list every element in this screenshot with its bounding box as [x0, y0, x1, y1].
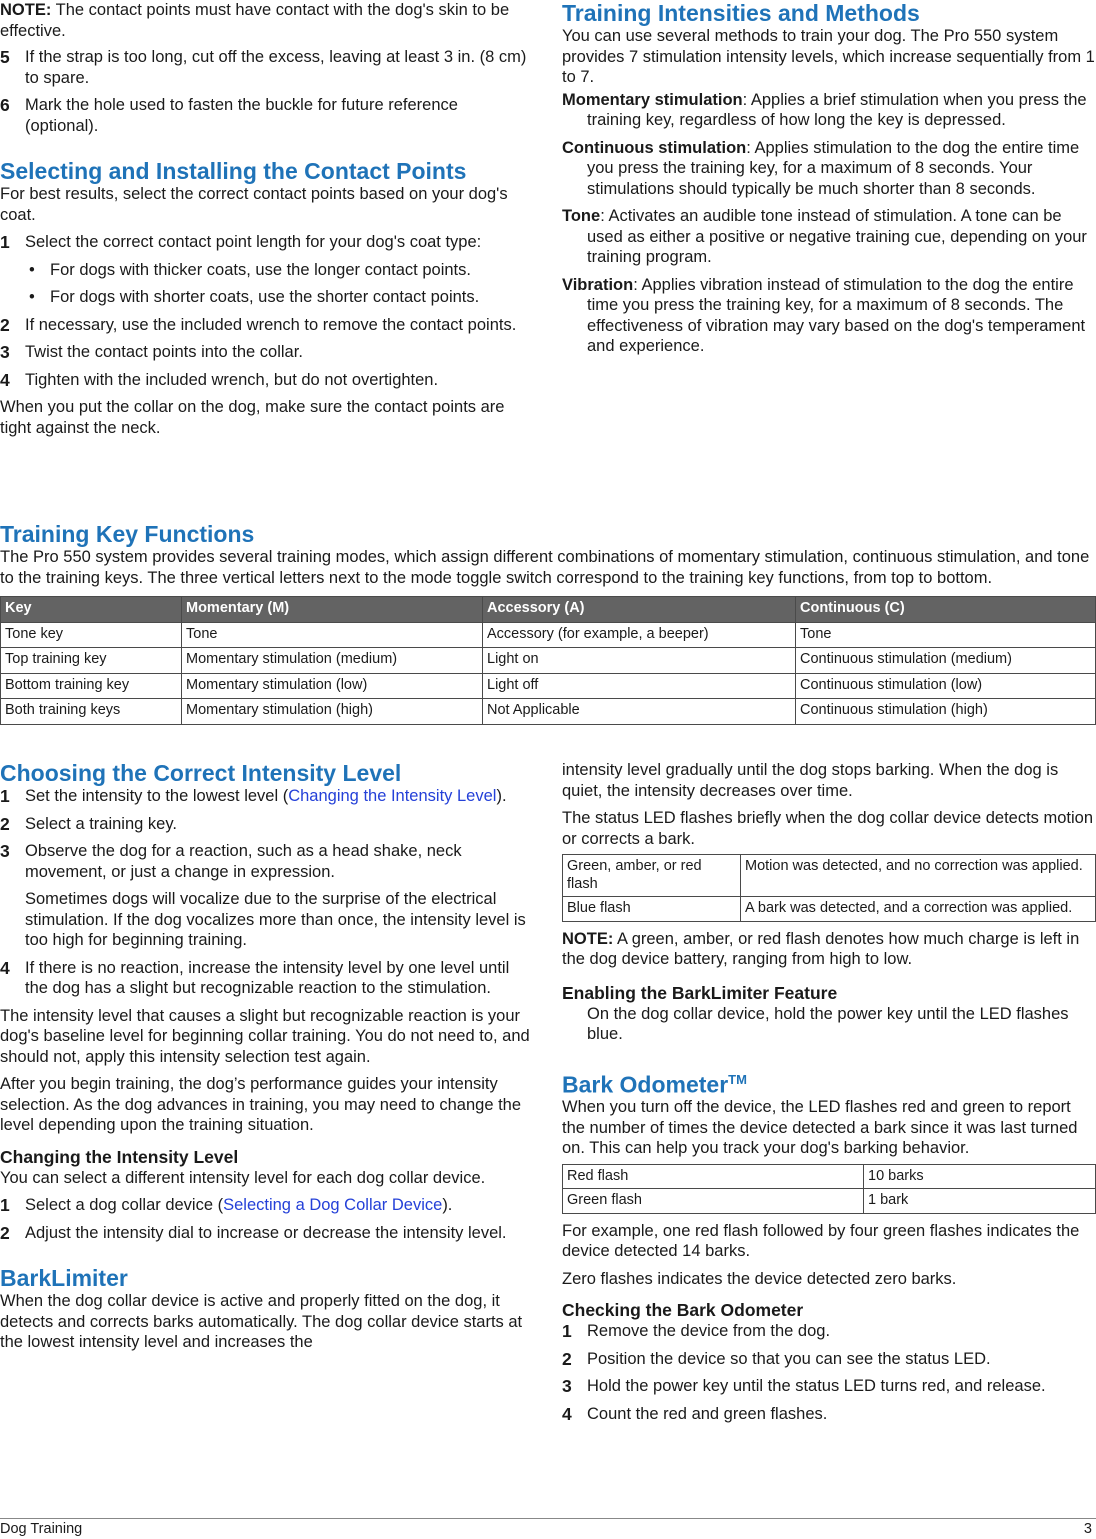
barklimiter-text: When the dog collar device is active and properly fitted on the dog, it detects and corrects barks automatically. The dog collar device starts at the lowest intensity level and increases the	[0, 1292, 523, 1351]
step-item	[0, 315, 532, 336]
table-cell: Green flash	[563, 1189, 864, 1214]
section-heading-training-keys: Training Key Functions	[0, 521, 255, 547]
footer-divider	[0, 1518, 1096, 1519]
step-number: 5	[0, 47, 10, 67]
table-cell: 10 barks	[864, 1164, 1096, 1189]
step-item	[0, 95, 532, 136]
section-heading-bark-odometer	[562, 1067, 1096, 1098]
step-text: Mark the hole used to fasten the buckle for future reference (optional).	[25, 96, 458, 135]
odometer-title: Bark Odometer	[562, 1071, 729, 1098]
term-desc: : Applies stimulation to the dog the entire time you press the training key, for a maximum of 8 seconds. Your stimulations should typically be much shorter than 8 seconds.	[587, 138, 1080, 198]
table-cell: Top training key	[1, 648, 182, 674]
example-paragraph: For example, one red flash followed by four green flashes indicates the device detected 14 barks.	[562, 1221, 1080, 1261]
step-item	[0, 232, 532, 253]
step-item	[0, 786, 532, 807]
led-paragraph: The status LED flashes briefly when the dog collar device detects motion or corrects a bark.	[562, 809, 1094, 848]
step-item	[562, 1404, 1096, 1425]
term-label: Vibration	[562, 275, 634, 294]
table-row	[1, 622, 1096, 648]
step-text-post: ).	[442, 1196, 453, 1214]
step-text-post: ).	[496, 787, 507, 805]
table-cell: Momentary stimulation (high)	[182, 699, 483, 725]
top-left-column	[0, 0, 532, 445]
step-item	[0, 958, 532, 999]
note-text: The contact points must have contact with the dog's skin to be effective.	[0, 1, 510, 40]
bullet-text: For dogs with shorter coats, use the shorter contact points.	[50, 288, 480, 306]
table-cell: Tone	[182, 622, 483, 648]
step-number: 6	[0, 95, 10, 115]
step-text-pre: Set the intensity to the lowest level (	[25, 787, 289, 805]
table-header-row	[1, 597, 1096, 623]
step-subtext: Sometimes dogs will vocalize due to the surprise of the electrical stimulation. If the dog vocalizes more than once, the intensity level is too high for beginning training.	[25, 890, 526, 949]
table-row	[1, 648, 1096, 674]
term-label: Momentary stimulation	[562, 90, 743, 109]
step-text: Observe the dog for a reaction, such as a head shake, neck movement, or just a change in expression.	[25, 842, 462, 881]
step-text: Twist the contact points into the collar.	[25, 343, 303, 361]
term-item	[562, 206, 1096, 268]
bark-odometer-text: When you turn off the device, the LED flashes red and green to report the number of times the device detected a bark since it was last turned on. This can help you track your dog's barking behavior.	[562, 1098, 1078, 1158]
footer-section-title: Dog Training	[0, 1521, 83, 1537]
trademark-mark: TM	[728, 1071, 747, 1087]
table-row	[563, 1164, 1096, 1189]
table-cell: Not Applicable	[483, 699, 796, 725]
contact-note	[0, 0, 532, 41]
led-table	[562, 854, 1096, 922]
term-item	[562, 138, 1096, 200]
step-text: Remove the device from the dog.	[587, 1322, 831, 1341]
table-cell: Bottom training key	[1, 673, 182, 699]
table-cell: Both training keys	[1, 699, 182, 725]
bullet-icon: •	[29, 288, 35, 306]
step-text: If the strap is too long, cut off the excess, leaving at least 3 in. (8 cm) to spare.	[25, 48, 527, 87]
step-text: Select a training key.	[25, 814, 177, 833]
table-cell: Tone key	[1, 622, 182, 648]
sub-heading-checking-odometer: Checking the Bark Odometer	[562, 1300, 804, 1321]
step-number: 4	[0, 957, 10, 978]
contact-points-outro: When you put the collar on the dog, make sure the contact points are tight against the neck.	[0, 398, 505, 437]
top-right-column	[562, 0, 1096, 364]
baseline-paragraph: The intensity level that causes a slight but recognizable reaction is your dog's baseline level for beginning collar training. You do not need to, and should not, apply this intensity selection test again.	[0, 1006, 530, 1066]
bullet-text: For dogs with thicker coats, use the longer contact points.	[50, 260, 471, 279]
link-changing-intensity[interactable]: Changing the Intensity Level	[288, 787, 497, 805]
step-number: 2	[0, 813, 10, 834]
note-label: NOTE:	[0, 1, 52, 19]
table-cell: Continuous stimulation (low)	[796, 673, 1096, 699]
bottom-right-column	[562, 760, 1096, 1431]
enabling-barklimiter-text: On the dog collar device, hold the power key until the LED flashes blue.	[587, 1004, 1069, 1043]
table-row	[1, 699, 1096, 725]
step-text: Hold the power key until the status LED turns red, and release.	[587, 1377, 1046, 1396]
table-header-cell: Continuous (C)	[796, 597, 1096, 623]
step-item	[0, 841, 532, 951]
performance-paragraph: After you begin training, the dog’s performance guides your intensity selection. As the dog advances in training, you may need to change the level depending upon the training situation.	[0, 1075, 522, 1134]
step-text-pre: Select a dog collar device (	[25, 1196, 224, 1214]
step-item	[0, 47, 532, 88]
section-heading-choosing-intensity: Choosing the Correct Intensity Level	[0, 760, 402, 786]
step-number: 4	[562, 1403, 572, 1424]
table-header-cell: Momentary (M)	[182, 597, 483, 623]
table-cell: A bark was detected, and a correction was applied.	[741, 897, 1096, 922]
contact-points-intro: For best results, select the correct contact points based on your dog's coat.	[0, 185, 508, 224]
odometer-table	[562, 1164, 1096, 1214]
step-item	[562, 1349, 1096, 1370]
bullet-icon: •	[29, 260, 35, 279]
step-text: Tighten with the included wrench, but do not overtighten.	[25, 370, 439, 389]
battery-note	[562, 929, 1096, 970]
note-label: NOTE:	[562, 929, 614, 948]
step-item	[0, 1195, 532, 1216]
term-desc: : Activates an audible tone instead of stimulation. A tone can be used as either a positive or negative training cue, depending on your training program.	[587, 207, 1087, 266]
table-cell: Tone	[796, 622, 1096, 648]
table-cell: Red flash	[563, 1164, 864, 1189]
table-cell: Momentary stimulation (low)	[182, 673, 483, 699]
footer-page-number: 3	[1083, 1521, 1092, 1537]
section-heading-training-intensities: Training Intensities and Methods	[562, 0, 920, 26]
step-text: Adjust the intensity dial to increase or decrease the intensity level.	[25, 1223, 507, 1242]
section-heading-contact-points: Selecting and Installing the Contact Points	[0, 158, 467, 184]
step-item	[0, 342, 532, 363]
table-cell: Green, amber, or red flash	[563, 855, 741, 897]
sub-heading-enabling-barklimiter: Enabling the BarkLimiter Feature	[562, 982, 838, 1003]
step-text: If necessary, use the included wrench to remove the contact points.	[25, 315, 517, 334]
zero-flashes-paragraph: Zero flashes indicates the device detected zero barks.	[562, 1269, 957, 1288]
step-number: 2	[562, 1348, 572, 1369]
training-keys-intro: The Pro 550 system provides several training modes, which assign different combinations of momentary stimulation, continuous stimulation, and tone to the training keys. The three vertical letters next to the mode toggle switch correspond to the training key functions, from top to bottom.	[0, 548, 1090, 587]
term-item	[562, 275, 1096, 357]
term-label: Continuous stimulation	[562, 138, 747, 157]
table-row	[1, 673, 1096, 699]
step-text: If there is no reaction, increase the intensity level by one level until the dog has a slight but recognizable reaction to the stimulation.	[25, 958, 510, 997]
table-cell: 1 bark	[864, 1189, 1096, 1214]
section-heading-barklimiter: BarkLimiter	[0, 1265, 128, 1291]
bullet-item	[0, 260, 532, 281]
step-number: 1	[0, 1195, 10, 1215]
term-item	[562, 90, 1096, 131]
table-row	[563, 855, 1096, 897]
link-selecting-collar[interactable]: Selecting a Dog Collar Device	[223, 1196, 443, 1214]
step-item	[0, 370, 532, 391]
training-intensities-intro: You can use several methods to train your dog. The Pro 550 system provides 7 stimulation intensity levels, which increase sequentially from 1 to 7.	[562, 27, 1095, 86]
step-text: Select the correct contact point length for your dog's coat type:	[25, 233, 482, 251]
step-item	[0, 814, 532, 835]
table-header-cell: Accessory (A)	[483, 597, 796, 623]
barklimiter-continued: intensity level gradually until the dog stops barking. When the dog is quiet, the intensity decreases over time.	[562, 761, 1059, 800]
table-row	[563, 1189, 1096, 1214]
sub-heading-changing-intensity: Changing the Intensity Level	[0, 1146, 239, 1167]
step-number: 4	[0, 369, 10, 390]
term-desc: : Applies a brief stimulation when you press the training key, regardless of how long the key is depressed.	[587, 90, 1087, 129]
step-text: Count the red and green flashes.	[587, 1404, 828, 1423]
table-header-cell: Key	[1, 597, 182, 623]
step-number: 2	[0, 314, 10, 335]
changing-intensity-intro: You can select a different intensity level for each dog collar device.	[0, 1168, 486, 1187]
step-item	[562, 1321, 1096, 1342]
bullet-item	[0, 287, 532, 308]
step-item	[0, 1223, 532, 1244]
step-number: 1	[0, 786, 10, 806]
term-desc: : Applies vibration instead of stimulation to the dog the entire time you press the training key, for a maximum of 8 seconds. The effectiveness of vibration may vary based on the dog's temperament and experience.	[587, 275, 1086, 355]
step-number: 3	[562, 1376, 572, 1397]
training-key-functions-section	[0, 521, 1096, 725]
bottom-left-column	[0, 760, 532, 1360]
table-cell: Blue flash	[563, 897, 741, 922]
step-number: 3	[0, 342, 10, 362]
step-number: 2	[0, 1222, 10, 1243]
table-cell: Continuous stimulation (medium)	[796, 648, 1096, 674]
note-text: A green, amber, or red flash denotes how much charge is left in the dog device battery, ranging from high to low.	[562, 929, 1080, 968]
training-key-table	[0, 596, 1096, 725]
table-cell: Accessory (for example, a beeper)	[483, 622, 796, 648]
step-number: 3	[0, 841, 10, 861]
term-label: Tone	[562, 207, 601, 225]
step-number: 1	[0, 232, 10, 252]
table-cell: Light on	[483, 648, 796, 674]
table-cell: Light off	[483, 673, 796, 699]
step-number: 1	[562, 1321, 572, 1342]
table-cell: Motion was detected, and no correction was applied.	[741, 855, 1096, 897]
step-text: Position the device so that you can see the status LED.	[587, 1349, 991, 1368]
table-cell: Continuous stimulation (high)	[796, 699, 1096, 725]
table-cell: Momentary stimulation (medium)	[182, 648, 483, 674]
step-item	[562, 1376, 1096, 1397]
table-row	[563, 897, 1096, 922]
